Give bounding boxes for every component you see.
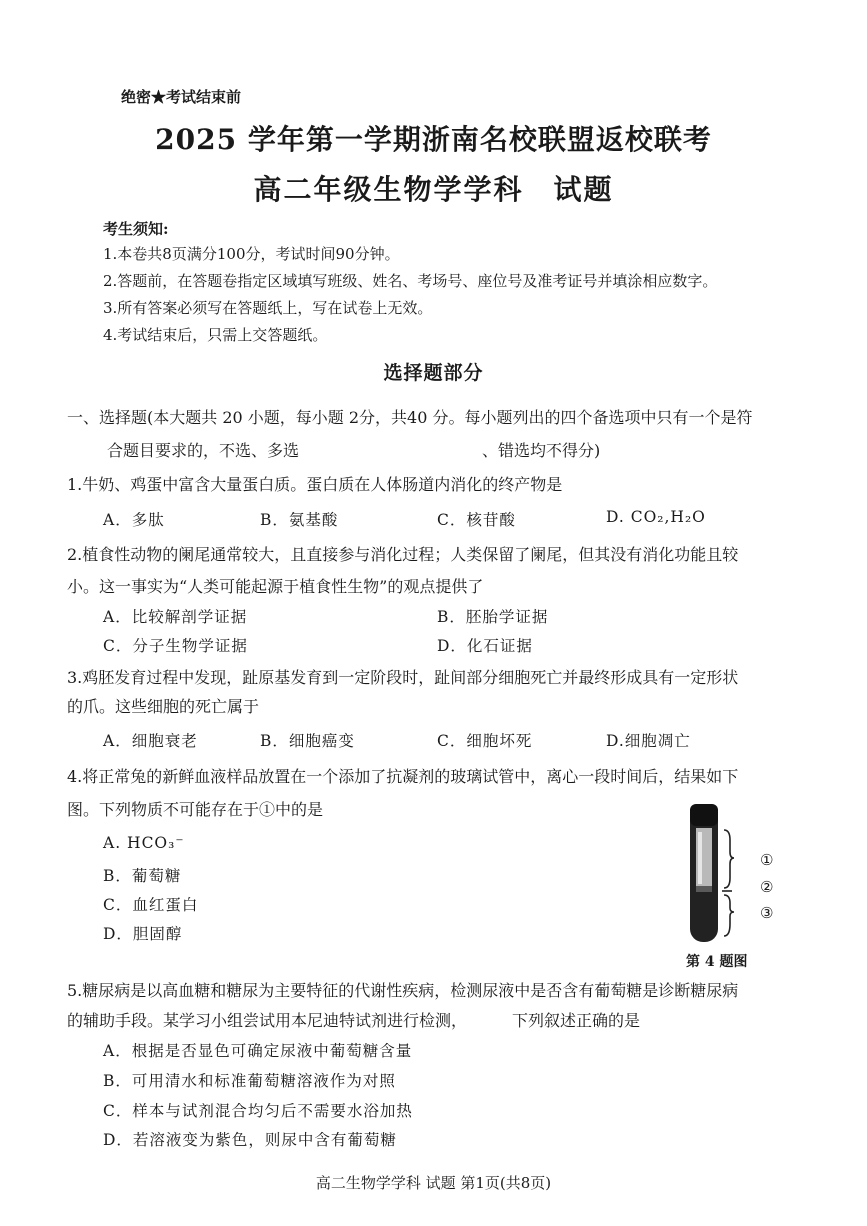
question-option: D.细胞凋亡: [606, 732, 691, 750]
question-stem: 小。这一事实为“人类可能起源于植食性生物”的观点提供了: [67, 577, 484, 596]
question-stem: 图。下列物质不可能存在于①中的是: [67, 800, 324, 819]
question-option: D．化石证据: [437, 637, 533, 655]
test-tube-icon: [676, 800, 786, 950]
question-option: B．细胞癌变: [260, 732, 355, 750]
question-option: D．胆固醇: [103, 925, 183, 943]
question-option: A．多肽: [103, 511, 165, 529]
question-stem: 的辅助手段。某学习小组尝试用本尼迪特试剂进行检测，: [67, 1011, 468, 1030]
instructions-line: 一、选择题(本大题共 20 小题，每小题 2分，共40 分。每小题列出的四个备选项中只有一个是符: [67, 408, 753, 427]
layer-label-3: ③: [760, 904, 774, 922]
section-title: 选择题部分: [383, 362, 484, 384]
question-stem: 3.鸡胚发育过程中发现，趾原基发育到一定阶段时，趾间部分细胞死亡并最终形成具有一定形状: [67, 668, 739, 687]
question-option: B．氨基酸: [260, 511, 339, 529]
question-option: B．葡萄糖: [103, 867, 182, 885]
instructions-line: 合题目要求的，不选、多选: [107, 441, 300, 460]
question-option: A．比较解剖学证据: [103, 608, 248, 626]
question-stem: 2.植食性动物的阑尾通常较大，且直接参与消化过程；人类保留了阑尾，但其没有消化功能且较: [67, 545, 739, 564]
notice-heading: 考生须知:: [103, 220, 169, 238]
question-option: D．若溶液变为紫色，则尿中含有葡萄糖: [103, 1131, 397, 1149]
question-option: A．根据是否显色可确定尿液中葡萄糖含量: [103, 1042, 413, 1060]
figure-caption: 第 4 题图: [686, 954, 748, 970]
question-stem: 1.牛奶、鸡蛋中富含大量蛋白质。蛋白质在人体肠道内消化的终产物是: [67, 475, 563, 494]
question-option: C．细胞坏死: [437, 732, 533, 750]
question-option: B．可用清水和标准葡萄糖溶液作为对照: [103, 1072, 396, 1090]
question-option: C．分子生物学证据: [103, 637, 248, 655]
question-option: A. HCO₃⁻: [103, 834, 185, 852]
question-option: A．细胞衰老: [103, 732, 198, 750]
question-stem: 下列叙述正确的是: [512, 1011, 641, 1030]
instructions-line: 、错选均不得分): [482, 441, 601, 460]
question-stem: 的爪。这些细胞的死亡属于: [67, 697, 260, 716]
confidential-mark: 绝密★考试结束前: [121, 88, 242, 106]
question-option: B．胚胎学证据: [437, 608, 549, 626]
exam-title: 2025 学年第一学期浙南名校联盟返校联考: [155, 123, 712, 156]
layer-label-2: ②: [760, 878, 774, 896]
test-tube-figure: [676, 800, 786, 975]
question-option: C．血红蛋白: [103, 896, 199, 914]
layer-label-1: ①: [760, 851, 774, 869]
question-stem: 5.糖尿病是以高血糖和糖尿为主要特征的代谢性疾病，检测尿液中是否含有葡萄糖是诊断糖尿病: [67, 981, 739, 1000]
notice-item: 2.答题前，在答题卷指定区域填写班级、姓名、考场号、座位号及准考证号并填涂相应数字。: [103, 272, 718, 290]
notice-item: 3.所有答案必须写在答题纸上，写在试卷上无效。: [103, 299, 433, 317]
exam-subtitle: 高二年级生物学学科 试题: [253, 173, 614, 206]
notice-item: 1.本卷共8页满分100分，考试时间90分钟。: [103, 245, 400, 263]
question-option: C．样本与试剂混合均匀后不需要水浴加热: [103, 1102, 413, 1120]
question-option: C．核苷酸: [437, 511, 516, 529]
question-option: D. CO₂,H₂O: [606, 508, 706, 526]
question-stem: 4.将正常兔的新鲜血液样品放置在一个添加了抗凝剂的玻璃试管中，离心一段时间后，结果如下: [67, 767, 739, 786]
notice-item: 4.考试结束后，只需上交答题纸。: [103, 326, 328, 344]
page-footer: 高二生物学学科 试题 第1页(共8页): [315, 1174, 552, 1192]
